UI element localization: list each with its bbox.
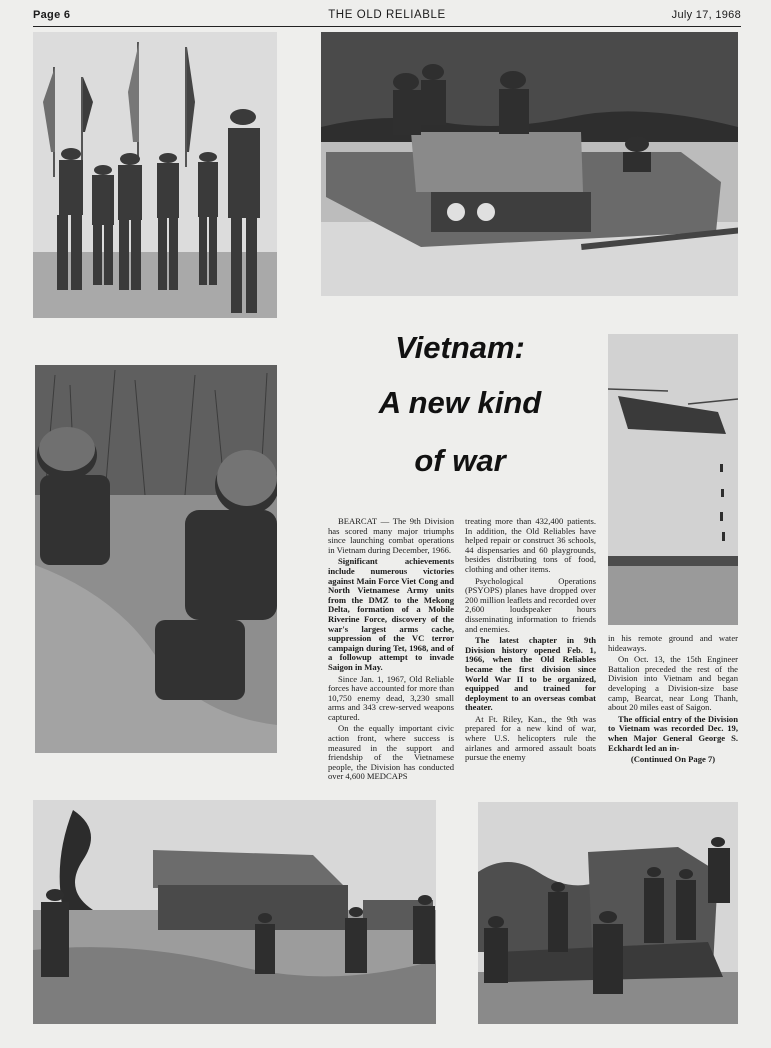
photo-river-assault-boat <box>478 802 738 1024</box>
issue-date: July 17, 1968 <box>671 9 741 21</box>
article-column-2 <box>465 517 596 762</box>
masthead <box>33 8 741 27</box>
article-column-3 <box>608 634 738 764</box>
article-paragraph: On the equally important civic action front, where success is measured in the support and friendship of the Vietnamese people, the Division has conducted over 4,600 MEDCAPS <box>328 723 454 782</box>
article-paragraph: Since Jan. 1, 1967, Old Reliable forces have accounted for more than 10,750 enemy dead, 3,230 small arms and 343 crew-served weapons captured. <box>328 673 454 722</box>
article-paragraph: BEARCAT — The 9th Division has scored many major triumphs since launching combat operations in Vietnam during December, 1966. <box>328 516 454 555</box>
photo-armored-vehicle <box>321 32 738 296</box>
headline-line-1: Vietnam: <box>395 330 525 365</box>
article-paragraph: treating more than 432,400 patients. In addition, the Old Reliables have helped repair or construct 36 schools, 44 dispensaries and 60 playgrounds, besides distributing tons of food, clothing and other items. <box>465 516 596 574</box>
article-column-1 <box>328 516 454 782</box>
photo-soldiers-in-grass <box>35 365 277 753</box>
article-paragraph: On Oct. 13, the 15th Engineer Battalion preceded the rest of the Division into Vietnam and began developing a Division-size base camp, Bearcat, near Long Thanh, about 20 miles east of Saigon. <box>608 654 738 713</box>
article-paragraph: At Ft. Riley, Kan., the 9th was prepared for a new kind of war, where U.S. helicopters rule the airlanes and armored assault boats pursue the enemy <box>465 713 596 763</box>
headline-line-2: A new kind <box>378 385 542 420</box>
article-headline <box>340 330 580 480</box>
newspaper-title: THE OLD RELIABLE <box>328 9 446 21</box>
article-paragraph: The official entry of the Division to Vietnam was recorded Dec. 19, when Major General George S. Eckhardt led an in- <box>608 713 738 753</box>
article-paragraph: in his remote ground and water hideaways. <box>608 633 738 653</box>
article-paragraph: The latest chapter in 9th Division history opened Feb. 1, 1966, when the Old Reliables became the first division since World War II to be organized, equipped and trained for deployment to an overseas combat theater. <box>465 635 596 713</box>
page-number: Page 6 <box>33 9 71 21</box>
article-paragraph: Psychological Operations (PSYOPS) planes have dropped over 200 million leaflets and recorded over 2,600 loudspeaker hours disseminating information to friends and enemies. <box>465 575 597 634</box>
continued-on-page-notice: (Continued On Page 7) <box>630 754 716 765</box>
photo-helicopter <box>608 334 738 625</box>
headline-line-3: of war <box>414 443 506 478</box>
photo-color-guard <box>33 32 277 318</box>
article-paragraph: Significant achievements include numerous victories against Main Force Viet Cong and North Vietnamese Army units from the DMZ to the Mekong Delta, formation of a Mobile Riverine Force, discovery of the war's largest arms cache, suppression of the VC terror campaign during Tet, 1968, and of a followup attempt to invade Saigon in May. <box>328 556 454 672</box>
photo-patrol-near-hut <box>33 800 436 1024</box>
